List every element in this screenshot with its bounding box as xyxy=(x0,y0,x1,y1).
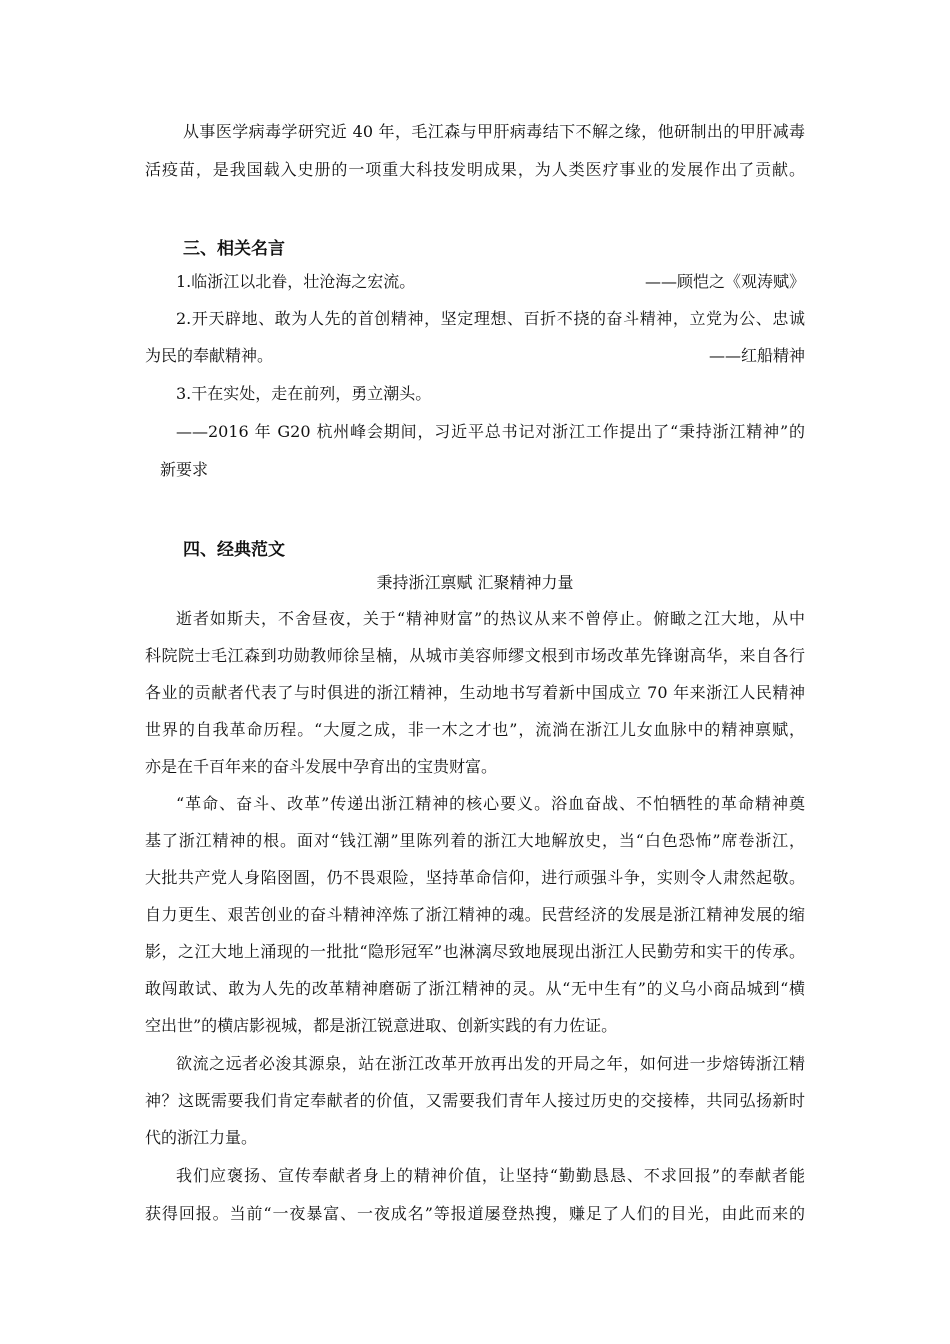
essay-p2-line-2: 基了浙江精神的根。面对“钱江潮”里陈列着的浙江大地解放史，当“白色恐怖”席卷浙江， xyxy=(145,831,805,850)
essay-title: 秉持浙江禀赋 汇聚精神力量 xyxy=(376,573,574,592)
quote-1-source: ——顾恺之《观涛赋》 xyxy=(644,272,805,291)
essay-p1-line-2: 科院院士毛江森到功勋教师徐呈楠，从城市美容师缪文根到市场改革先锋谢高华，来自各行 xyxy=(145,646,805,665)
quote-2-line-2: 为民的奉献精神。 xyxy=(145,346,274,365)
essay-p2-line-5: 影，之江大地上涌现的一批批“隐形冠军”也淋漓尽致地展现出浙江人民勤劳和实干的传承。 xyxy=(145,942,805,961)
intro-line-1: 从事医学病毒学研究近 40 年，毛江森与甲肝病毒结下不解之缘，他研制出的甲肝减毒 xyxy=(183,122,805,141)
essay-p1-line-3: 各业的贡献者代表了与时俱进的浙江精神，生动地书写着新中国成立 70 年来浙江人民精神 xyxy=(145,683,805,702)
quote-2-line-1: 2.开天辟地、敢为人先的首创精神，坚定理想、百折不挠的奋斗精神，立党为公、忠诚 xyxy=(176,309,805,328)
essay-p3-line-3: 代的浙江力量。 xyxy=(145,1128,258,1147)
essay-p2-line-6: 敢闯敢试、敢为人先的改革精神磨砺了浙江精神的灵。从“无中生有”的义乌小商品城到“横 xyxy=(145,979,805,998)
essay-p2-line-3: 大批共产党人身陷囹圄，仍不畏艰险，坚持革命信仰，进行顽强斗争，实则令人肃然起敬。 xyxy=(145,868,805,887)
essay-p1-line-4: 世界的自我革命历程。“大厦之成，非一木之才也”，流淌在浙江儿女血脉中的精神禀赋， xyxy=(145,720,805,739)
essay-p2-line-1: “革命、奋斗、改革”传递出浙江精神的核心要义。浴血奋战、不怕牺牲的革命精神奠 xyxy=(176,794,805,813)
quote-1-text: 1.临浙江以北眷，壮沧海之宏流。 xyxy=(176,272,416,291)
essay-p4-line-1: 我们应褒扬、宣传奉献者身上的精神价值，让坚持“勤勤恳恳、不求回报”的奉献者能 xyxy=(176,1166,805,1185)
essay-p1-line-1: 逝者如斯夫，不舍昼夜，关于“精神财富”的热议从来不曾停止。俯瞰之江大地，从中 xyxy=(176,609,805,628)
section-4-heading: 四、经典范文 xyxy=(183,540,285,560)
essay-p4-line-2: 获得回报。当前“一夜暴富、一夜成名”等报道屡登热搜，赚足了人们的目光，由此而来的 xyxy=(145,1204,805,1223)
quote-3-text: 3.干在实处，走在前列，勇立潮头。 xyxy=(176,384,432,403)
intro-line-2: 活疫苗，是我国载入史册的一项重大科技发明成果，为人类医疗事业的发展作出了贡献。 xyxy=(145,160,805,179)
section-3-heading: 三、相关名言 xyxy=(183,239,285,259)
essay-p3-line-1: 欲流之远者必浚其源泉，站在浙江改革开放再出发的开局之年，如何进一步熔铸浙江精 xyxy=(176,1054,805,1073)
quote-3-source-line-2: 新要求 xyxy=(160,460,209,479)
essay-p1-line-5: 亦是在千百年来的奋斗发展中孕育出的宝贵财富。 xyxy=(145,757,498,776)
quote-2-source: ——红船精神 xyxy=(708,346,805,365)
essay-p2-line-7: 空出世”的横店影视城，都是浙江锐意进取、创新实践的有力佐证。 xyxy=(145,1016,618,1035)
essay-p3-line-2: 神？这既需要我们肯定奉献者的价值，又需要我们青年人接过历史的交接棒，共同弘扬新时 xyxy=(145,1091,805,1110)
quote-3-source-line-1: ——2016 年 G20 杭州峰会期间，习近平总书记对浙江工作提出了“秉持浙江精神”的 xyxy=(176,422,805,441)
essay-p2-line-4: 自力更生、艰苦创业的奋斗精神淬炼了浙江精神的魂。民营经济的发展是浙江精神发展的缩 xyxy=(145,905,805,924)
